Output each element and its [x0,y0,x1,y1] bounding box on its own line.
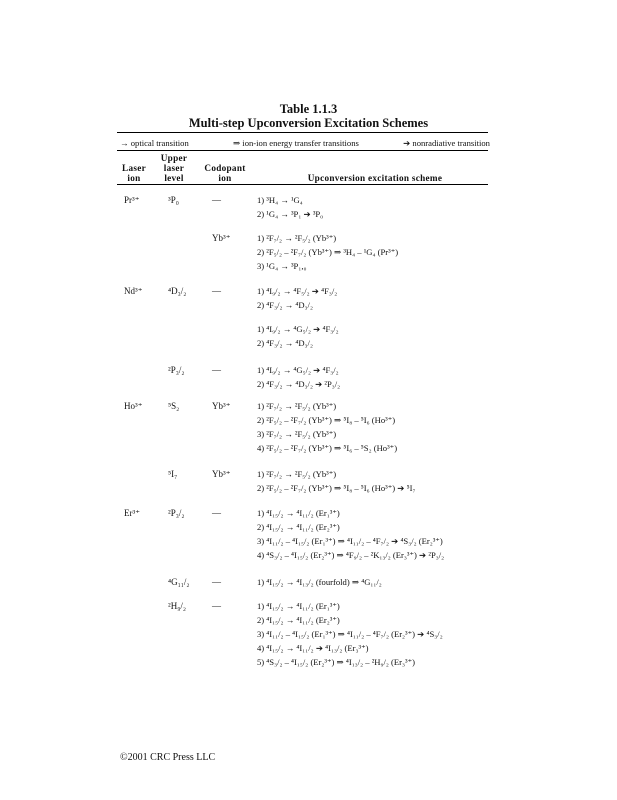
scheme-step: 1) ⁴I₉/₂ → ⁴G₅/₂ ➔ ⁴F₃/₂ [257,324,339,334]
row-upper-level: ⁵S₂ [168,401,180,411]
table-subtitle: Multi-step Upconversion Excitation Schemes [188,116,429,130]
scheme-step: 2) ⁴I₁₅/₂ → ⁴I₁₁/₂ (Er₂³⁺) [257,522,340,532]
scheme-step: 1) ²F₇/₂ → ²F₅/₂ (Yb³⁺) [257,401,337,411]
header-codopant: Codopant ion [204,163,246,183]
row-codopant: — [212,577,221,587]
row-upper-level: ²P₃/₂ [168,508,185,518]
scheme-step: 4) ²F₅/₂ – ²F₇/₂ (Yb³⁺) ⇒ ⁵I₆ – ⁵S₂ (Ho³⁺) [257,443,398,453]
scheme-step: 2) ⁴F₃/₂ → ⁴D₃/₂ [257,300,313,310]
row-codopant: Yb³⁺ [212,469,231,479]
header-scheme: Upconversion excitation scheme [307,173,443,183]
row-upper-level: ²P₃/₂ [168,365,185,375]
row-upper-level: ⁵I₇ [168,469,178,479]
row-codopant: — [212,195,221,205]
header-upper-level: Upper laser level [160,153,188,183]
copyright: ©2001 CRC Press LLC [120,752,216,763]
header-rule [117,184,488,185]
scheme-step: 1) ²F₇/₂ → ²F₅/₂ (Yb³⁺) [257,233,337,243]
scheme-step: 4) ⁴I₁₅/₂ → ⁴I₁₁/₂ ➔ ⁴I₁₃/₂ (Er₃³⁺) [257,643,369,653]
scheme-step: 2) ⁴I₁₅/₂ → ⁴I₁₁/₂ (Er₂³⁺) [257,615,340,625]
row-codopant: — [212,286,221,296]
row-upper-level: ²H₉/₂ [168,601,186,611]
scheme-step: 2) ¹G₄ → ³P₁ ➔ ³P₀ [257,209,324,219]
row-upper-level: ³P₀ [168,195,179,205]
row-codopant: — [212,508,221,518]
row-laser-ion: Nd³⁺ [124,286,143,296]
legend-rule [117,150,488,151]
scheme-step: 3) ⁴I₁₁/₂ – ⁴I₁₅/₂ (Er₁³⁺) ⇒ ⁴I₁₁/₂ – ⁴F₇/₂ (Er₂³⁺) ➔ ⁴S₃/₂ [257,629,443,639]
scheme-step: 1) ²F₇/₂ → ²F₅/₂ (Yb³⁺) [257,469,337,479]
legend-nonradiative: ➔ nonradiative transition [403,138,490,148]
row-codopant: Yb³⁺ [212,401,231,411]
row-codopant: Yb³⁺ [212,233,231,243]
scheme-step: 1) ³H₄ → ¹G₄ [257,195,303,205]
scheme-step: 2) ⁴F₃/₂ → ⁴D₃/₂ ➔ ²P₃/₂ [257,379,341,389]
row-laser-ion: Er³⁺ [124,508,140,518]
scheme-step: 3) ²F₇/₂ → ²F₅/₂ (Yb³⁺) [257,429,337,439]
legend-ion-ion: ⇒ ion-ion energy transfer transitions [232,138,359,148]
scheme-step: 3) ⁴I₁₁/₂ – ⁴I₁₅/₂ (Er₁³⁺) ⇒ ⁴I₁₁/₂ – ⁴F₇/₂ ➔ ⁴S₃/₂ (Er₂³⁺) [257,536,443,546]
row-upper-level: ⁴D₃/₂ [168,286,187,296]
row-codopant: — [212,365,221,375]
table-title: Table 1.1.3 [279,102,338,116]
scheme-step: 1) ⁴I₉/₂ → ⁴F₅/₂ ➔ ⁴F₃/₂ [257,286,338,296]
header-laser-ion: Laser ion [122,163,146,183]
top-rule [117,132,488,133]
scheme-step: 2) ²F₅/₂ – ²F₇/₂ (Yb³⁺) ⇒ ⁵I₈ – ⁵I₆ (Ho³⁺) ➔ ⁵I₇ [257,483,416,493]
scheme-step: 1) ⁴I₁₅/₂ → ⁴I₁₁/₂ (Er₁³⁺) [257,601,340,611]
scheme-step: 5) ⁴S₃/₂ – ⁴I₁₅/₂ (Er₂³⁺) ⇒ ⁴I₁₃/₂ – ²H₉/₂ (Er₃³⁺) [257,657,415,667]
scheme-step: 2) ⁴F₃/₂ → ⁴D₃/₂ [257,338,313,348]
scheme-step: 1) ⁴I₁₅/₂ → ⁴I₁₁/₂ (Er₁³⁺) [257,508,340,518]
row-laser-ion: Ho³⁺ [124,401,143,411]
scheme-step: 1) ⁴I₁₅/₂ → ⁴I₁₃/₂ (fourfold) ⇒ ⁴G₁₁/₂ [257,577,382,587]
row-laser-ion: Pr³⁺ [124,195,140,205]
row-codopant: — [212,601,221,611]
scheme-step: 3) ¹G₄ → ³P₁,₀ [257,261,307,271]
scheme-step: 4) ⁴S₃/₂ – ⁴I₁₅/₂ (Er₂³⁺) ⇒ ⁴F₉/₂ – ²K₁₃/₂ (Er₃³⁺) ➔ ²P₃/₂ [257,550,445,560]
legend [120,138,490,149]
scheme-step: 2) ²F₅/₂ – ²F₇/₂ (Yb³⁺) ⇒ ⁵I₈ – ⁵I₆ (Ho³⁺) [257,415,396,425]
scheme-step: 1) ⁴I₉/₂ → ⁴G₅/₂ ➔ ⁴F₃/₂ [257,365,339,375]
scheme-step: 2) ²F₅/₂ – ²F₇/₂ (Yb³⁺) ⇒ ³H₄ – ¹G₄ (Pr³⁺) [257,247,399,257]
row-upper-level: ⁴G₁₁/₂ [168,577,190,587]
legend-optical: → optical transition [120,138,189,148]
